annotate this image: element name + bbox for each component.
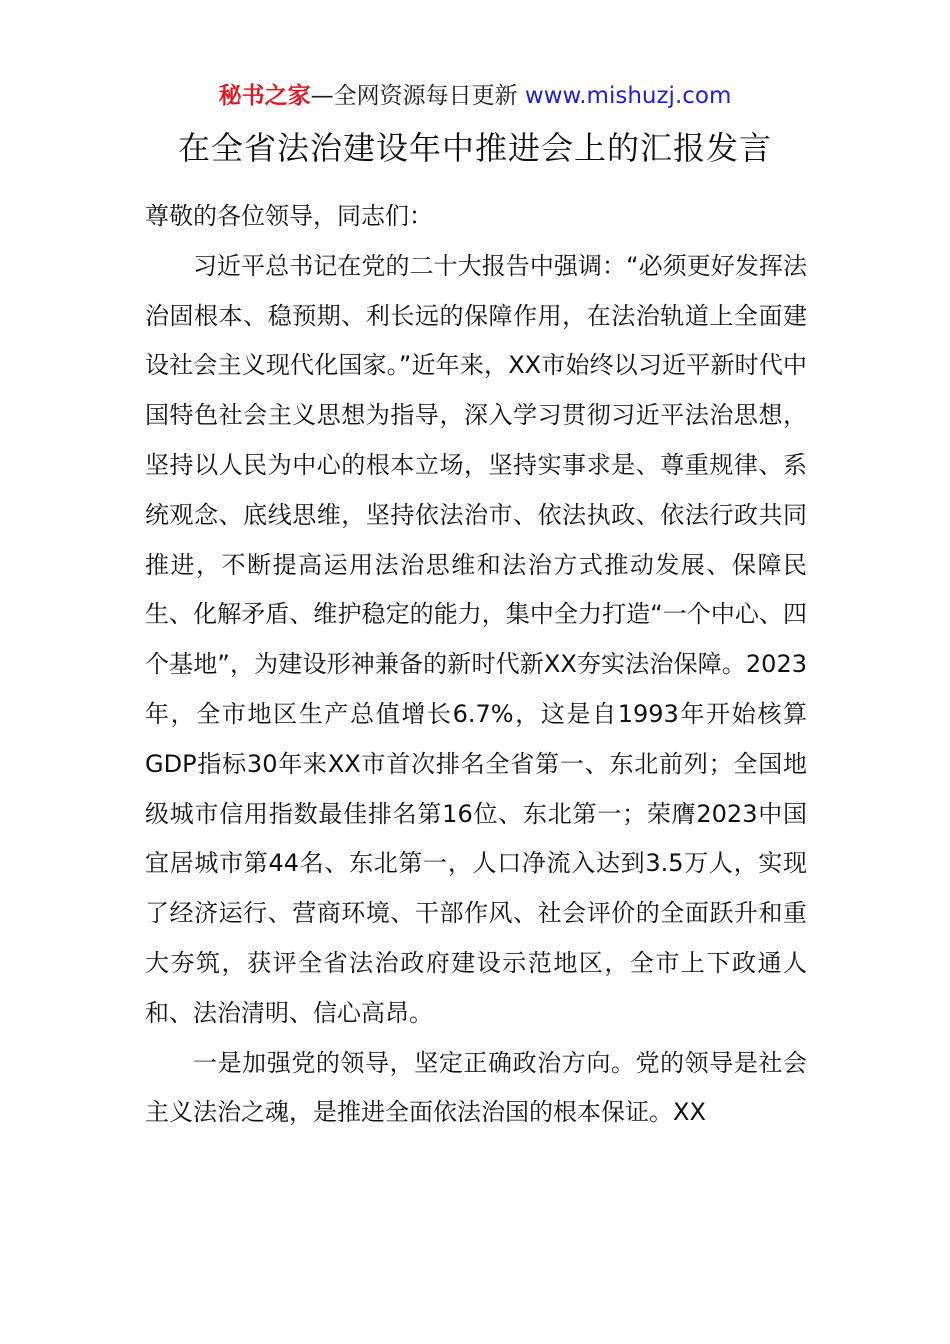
salutation: 尊敬的各位领导，同志们： (145, 202, 433, 230)
site-brand: 秘书之家 (218, 83, 311, 109)
body-paragraph: 习近平总书记在党的二十大报告中强调：“必须更好发挥法治固根本、稳预期、利长远的保障作用，在法治轨道上全面建设社会主义现代化国家。”近年来，XX市始终以习近平新时代中国特色社会主义思想为指导，深入学习贯彻习近平法治思想，坚持以人民为中心的根本立场，坚持实事求是、尊重规律、系统观念、底线思维，坚持依法治市、依法执政、依法行政共同推进，不断提高运用法治思维和法治方式推动发展、保障民生、化解矛盾、维护稳定的能力，集中全力打造“一个中心、四个基地”，为建设形神兼备的新时代新XX夯实法治保障。2023年，全市地区生产总值增长6.7%，这是自1993年开始核算GDP指标30年来XX市首次排名全省第一、东北前列；全国地级城市信用指数最佳排名第16位、东北第一；荣膺2023中国宜居城市第44名、东北第一，人口净流入达到3.5万人，实现了经济运行、营商环境、干部作风、社会评价的全面跃升和重大夯筑，获评全省法治政府建设示范地区，全市上下政通人和、法治清明、信心高昂。 (145, 251, 807, 1027)
site-tagline: —全网资源每日更新 (310, 83, 525, 109)
site-url-link[interactable]: www.mishuzj.com (524, 83, 732, 109)
site-header (0, 80, 950, 112)
body-paragraph: 一是加强党的领导，坚定正确政治方向。党的领导是社会主义法治之魂，是推进全面依法治国的根本保证。XX (145, 1048, 807, 1127)
document-body (145, 192, 807, 1138)
document-title: 在全省法治建设年中推进会上的汇报发言 (177, 129, 772, 167)
